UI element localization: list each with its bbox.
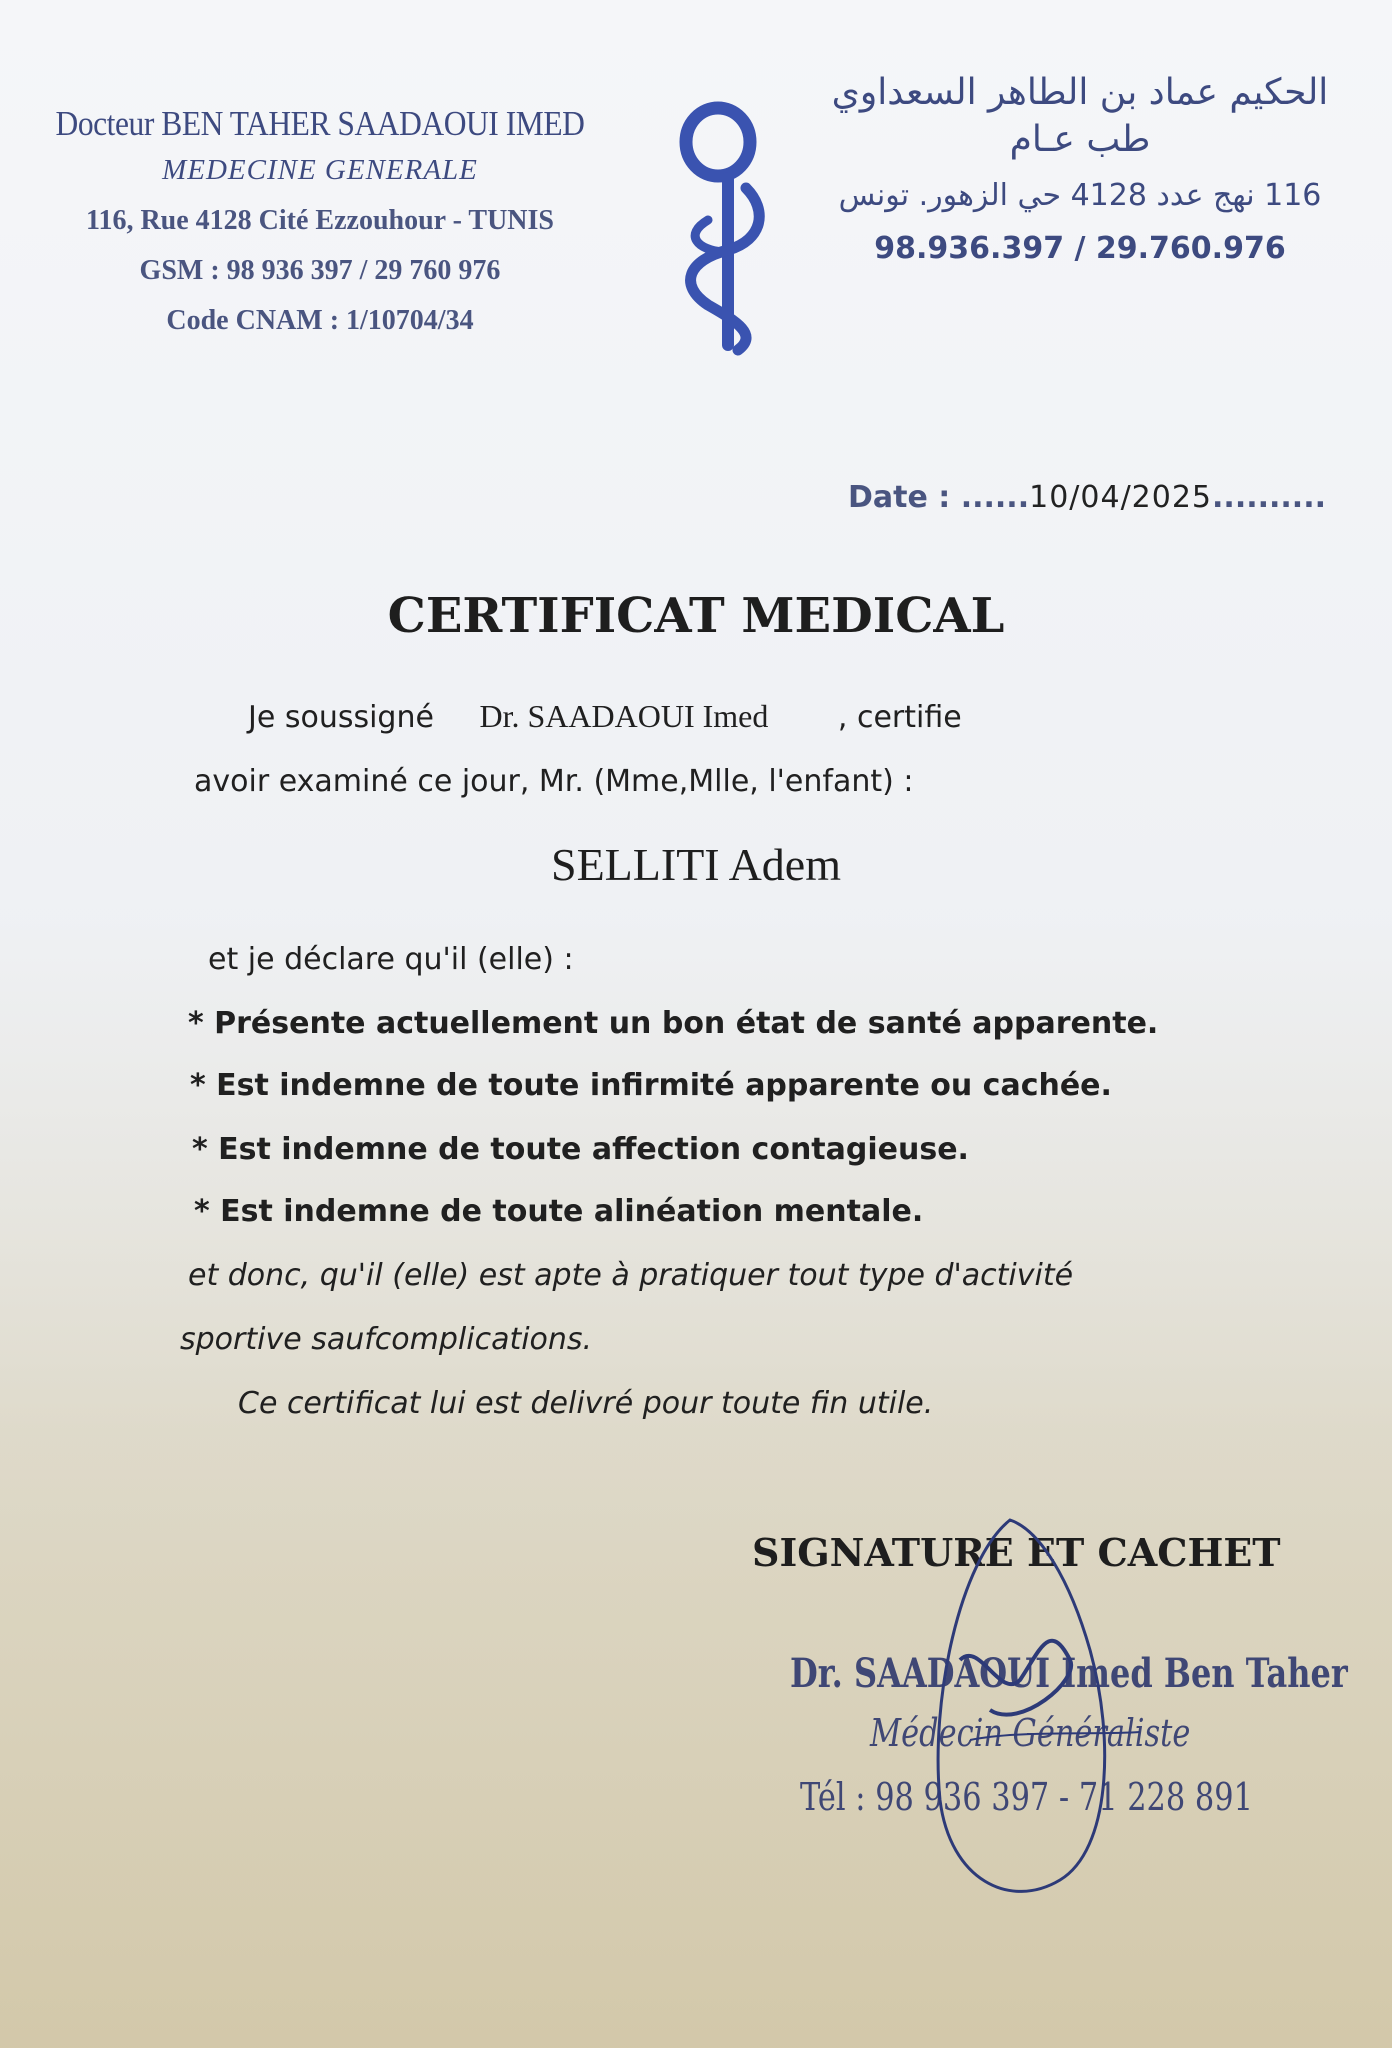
doctor-name-fr: Docteur BEN TAHER SAADAOUI IMED	[55, 104, 585, 143]
specialty-ar: طب عـام	[1009, 119, 1151, 160]
signature-title: SIGNATURE ET CACHET	[752, 1530, 1281, 1575]
closing-line: Ce certificat lui est delivré pour toute fin utile.	[238, 1386, 934, 1421]
date-trail: ..........	[1212, 480, 1326, 515]
stamp-name: Dr. SAADAOUI Imed Ben Taher	[790, 1650, 1348, 1697]
letterhead-right	[820, 72, 1340, 266]
cnam-code: Code CNAM : 1/10704/34	[166, 305, 474, 336]
date-value: 10/04/2025	[1029, 480, 1213, 515]
caduceus-icon	[668, 100, 778, 360]
line1-suffix: , certifie	[837, 700, 962, 735]
declaration-item: * Est indemne de toute infirmité apparente ou cachée.	[190, 1068, 1112, 1103]
certifying-doctor: Dr. SAADAOUI Imed	[479, 698, 769, 734]
certificate-title: CERTIFICAT MEDICAL	[387, 588, 1005, 644]
stamp-specialty: Médecin Généraliste	[870, 1711, 1191, 1755]
declaration-item: * Est indemne de toute alinéation mentale.	[194, 1194, 924, 1229]
conclusion-line-1: et donc, qu'il (elle) est apte à pratiquer tout type d'activité	[188, 1258, 1074, 1293]
date-label: Date : ......	[848, 480, 1030, 515]
declaration-item: * Est indemne de toute affection contagieuse.	[192, 1132, 969, 1167]
line-declare: et je déclare qu'il (elle) :	[208, 942, 574, 977]
patient-name: SELLITI Adem	[551, 839, 841, 890]
gsm-line: GSM : 98 936 397 / 29 760 976	[139, 255, 501, 286]
specialty-fr: MEDECINE GENERALE	[162, 154, 478, 186]
handwritten-signature	[900, 1500, 1160, 1920]
date-row	[848, 480, 1326, 515]
address-ar: 116 نهج عدد 4128 حي الزهور. تونس	[838, 178, 1322, 213]
declaration-item: * Présente actuellement un bon état de santé apparente.	[188, 1006, 1159, 1041]
stamp-tel: Tél : 98 936 397 - 71 228 891	[800, 1775, 1253, 1819]
phone-ar: 98.936.397 / 29.760.976	[874, 231, 1286, 266]
conclusion-line-2: sportive saufcomplications.	[180, 1322, 593, 1357]
address-fr: 116, Rue 4128 Cité Ezzouhour - TUNIS	[85, 205, 554, 236]
line1-prefix: Je soussigné	[248, 700, 434, 735]
doctor-name-ar: الحكيم عماد بن الطاهر السعداوي	[831, 72, 1329, 113]
letterhead-left	[20, 96, 620, 355]
line-examined: avoir examiné ce jour, Mr. (Mme,Mlle, l'enfant) :	[194, 764, 914, 799]
line-certify	[248, 698, 962, 735]
